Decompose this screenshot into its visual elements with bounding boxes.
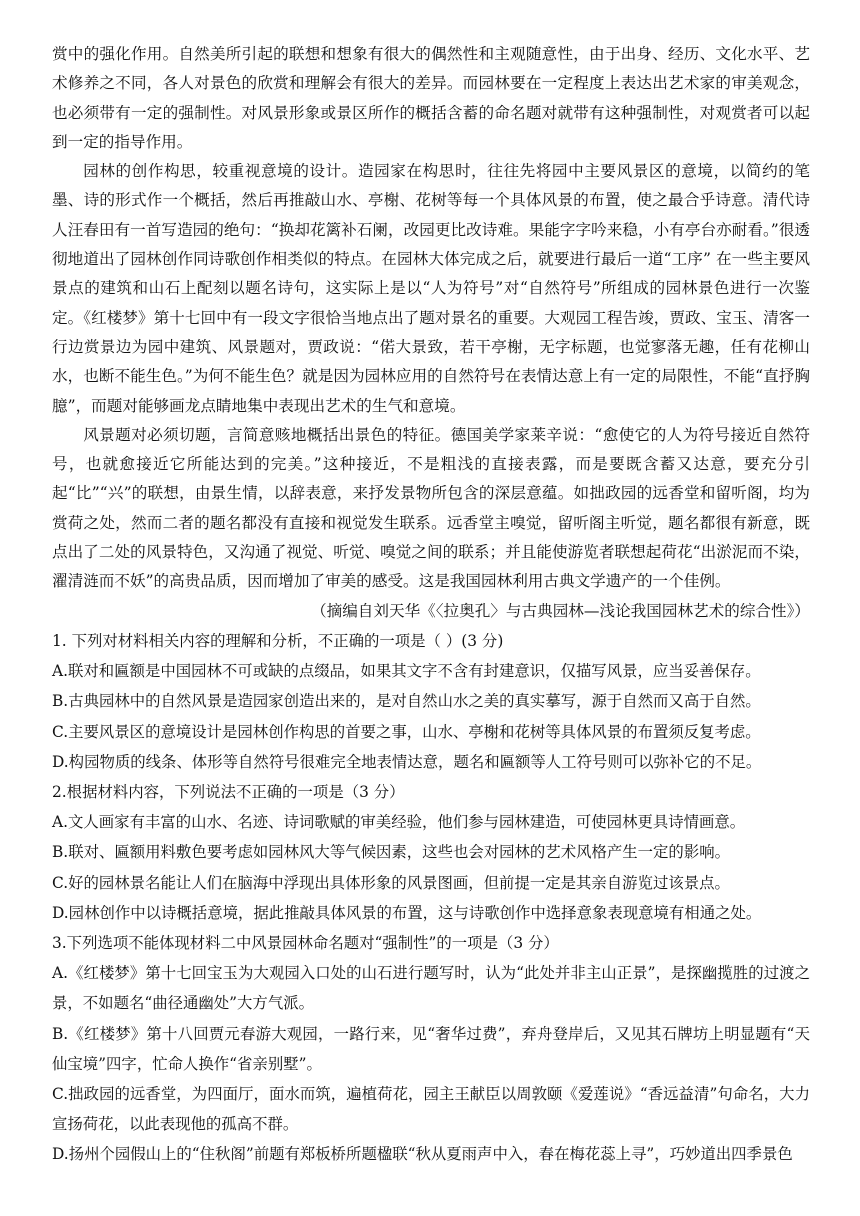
passage-paragraph-1: 赏中的强化作用。自然美所引起的联想和想象有很大的偶然性和主观随意性，由于出身、经历、文化水平、艺术修养之不同，各人对景色的欣赏和理解会有很大的差异。而园林要在一定程度上表达出艺术家的审美观念，也必须带有一定的强制性。对风景形象或景区所作的概括含蓄的命名题对就带有这种强制性，对观赏者可以起到一定的指导作用。 bbox=[52, 45, 810, 151]
reading-passage bbox=[52, 40, 810, 626]
option-b: B.《红楼梦》第十八回贾元春游大观园，一路行来，见“奢华过费”，弃舟登岸后，又见其石牌坊上明显题有“天仙宝境”四字，忙命人换作“省亲别墅”。 bbox=[52, 1024, 810, 1073]
passage-paragraph-2: 园林的创作构思，较重视意境的设计。造园家在构思时，往往先将园中主要风景区的意境，以简约的笔墨、诗的形式作一个概括，然后再推敲山水、亭榭、花树等每一个具体风景的布置，使之最合乎诗意。清代诗人汪春田有一首写造园的绝句：“换却花篱补石阑，改园更比改诗难。果能字字吟来稳，小有亭台亦耐看。”很透彻地道出了园林创作同诗歌创作相类似的特点。在园林大体完成之后，就要进行最后一道“工序” 在一些主要风景点的建筑和山石上配刻以题名诗句，这实际上是以“人为符号”对“自然符号”所组成的园林景色进行一次鉴定。《红楼梦》第十七回中有一段文字很恰当地点出了题对景名的重要。大观园工程告竣，贾政、宝玉、清客一行边赏景边为园中建筑、风景题对，贾政说：“偌大景致，若干亭榭，无字标题，也觉寥落无趣，任有花柳山水，也断不能生色。”为何不能生色？就是因为园林应用的自然符号在表情达意上有一定的局限性，不能“直抒胸臆”，而题对能够画龙点睛地集中表现出艺术的生气和意境。 bbox=[52, 162, 810, 415]
option-a: A.联对和匾额是中国园林不可或缺的点缀品，如果其文字不含有封建意识，仅描写风景，应当妥善保存。 bbox=[52, 662, 761, 681]
option-b: B.联对、匾额用料敷色要考虑如园林风大等气候因素，这些也会对园林的艺术风格产生一定的影响。 bbox=[52, 843, 730, 862]
question-2 bbox=[52, 777, 810, 928]
question-1 bbox=[52, 626, 810, 777]
option-a: A.文人画家有丰富的山水、名迹、诗词歌赋的审美经验，他们参与园林建造，可使园林更具诗情画意。 bbox=[52, 813, 746, 832]
option-a: A.《红楼梦》第十七回宝玉为大观园入口处的山石进行题写时，认为“此处并非主山正景”，是探幽揽胜的过渡之景，不如题名“曲径通幽处”大方气派。 bbox=[52, 964, 810, 1013]
option-c: C.拙政园的远香堂，为四面厅，面水而筑，遍植荷花，园主王献臣以周敦颐《爱莲说》“香远益清”句命名，大力宣扬荷花，以此表现他的孤高不群。 bbox=[52, 1084, 810, 1134]
passage-source: （摘编自刘天华《〈拉奥孔〉与古典园林—浅论我国园林艺术的综合性》） bbox=[311, 601, 810, 620]
question-3 bbox=[52, 928, 810, 1170]
passage-paragraph-3: 风景题对必须切题，言简意赅地概括出景色的特征。德国美学家莱辛说：“愈使它的人为符号接近自然符号，也就愈接近它所能达到的完美。”这种接近，不是粗浅的直接表露，而是要既含蓄又达意，要充分引起“比”“兴”的联想，由景生情，以辞表意，来抒发景物所包含的深层意蕴。如拙政园的远香堂和留听阁，均为赏荷之处，然而二者的题名都没有直接和视觉发生联系。远香堂主嗅觉，留听阁主听觉，题名都很有新意，既点出了二处的风景特色，又沟通了视觉、听觉、嗅觉之间的联系；并且能使游览者联想起荷花“出淤泥而不染，濯清涟而不妖”的高贵品质，因而增加了审美的感受。这是我国园林利用古典文学遗产的一个佳例。 bbox=[52, 425, 810, 591]
question-stem: 3.下列选项不能体现材料二中风景园林命名题对“强制性”的一项是（3 分） bbox=[52, 933, 559, 952]
option-c: C.好的园林景名能让人们在脑海中浮现出具体形象的风景图画，但前提一定是其亲自游览过该景点。 bbox=[52, 873, 730, 892]
option-d: D.构园物质的线条、体形等自然符号很难完全地表情达意，题名和匾额等人工符号则可以弥补它的不足。 bbox=[52, 752, 762, 771]
option-b: B.古典园林中的自然风景是造园家创造出来的，是对自然山水之美的真实摹写，源于自然而又高于自然。 bbox=[52, 692, 761, 711]
option-c: C.主要风景区的意境设计是园林创作构思的首要之事，山水、亭榭和花树等具体风景的布置须反复考虑。 bbox=[52, 722, 761, 741]
option-d: D.扬州个园假山上的“住秋阁”前题有郑板桥所题楹联“秋从夏雨声中入，春在梅花蕊上寻”，巧妙道出四季景色 bbox=[52, 1145, 793, 1164]
option-d: D.园林创作中以诗概括意境，据此推敲具体风景的布置，这与诗歌创作中选择意象表现意境有相通之处。 bbox=[52, 903, 762, 922]
question-stem: 2.根据材料内容，下列说法不正确的一项是（3 分） bbox=[52, 782, 405, 801]
question-stem: 1. 下列对材料相关内容的理解和分析，不正确的一项是（ ）(3 分) bbox=[52, 631, 504, 650]
